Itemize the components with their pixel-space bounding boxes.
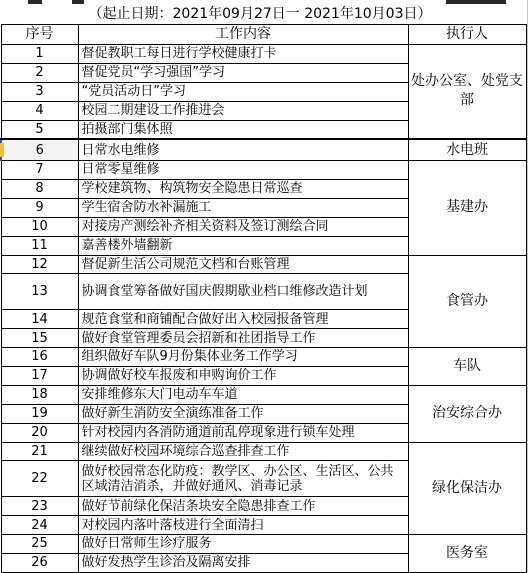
task-cell[interactable]: 日常水电维修 — [78, 139, 408, 161]
row-number-cell[interactable]: 13 — [1, 274, 78, 310]
task-cell[interactable]: “党员活动日”学习 — [78, 82, 408, 101]
task-cell[interactable]: 学校建筑物、构筑物安全隐患日常巡查 — [78, 179, 408, 198]
row-number-cell[interactable]: 6 — [1, 139, 78, 161]
sheet-gridline — [527, 0, 528, 573]
task-cell[interactable]: 督促教职工每日进行学校健康打卡 — [78, 44, 408, 63]
executor-cell[interactable]: 绿化保洁办 — [408, 442, 526, 534]
row-number-cell[interactable]: 9 — [1, 198, 78, 217]
row-number-cell[interactable]: 25 — [1, 534, 78, 553]
task-cell[interactable]: 对校园内落叶落枝进行全面清扫 — [78, 516, 408, 535]
task-cell[interactable]: 组织做好车队9月份集体业务工作学习 — [78, 347, 408, 366]
task-cell[interactable]: 日常零星维修 — [78, 161, 408, 180]
row-number-cell[interactable]: 17 — [1, 366, 78, 385]
selected-row-marker — [0, 143, 4, 157]
table-row — [1, 255, 526, 274]
task-cell[interactable]: 做好食堂管理委员会招新和社团指导工作 — [78, 329, 408, 348]
row-number-cell[interactable]: 23 — [1, 497, 78, 516]
row-number-cell[interactable]: 26 — [1, 553, 78, 572]
row-number-cell[interactable]: 20 — [1, 423, 78, 442]
task-cell[interactable]: 做好日常师生诊疗服务 — [78, 534, 408, 553]
task-cell[interactable]: 安排维修东大门电动车车道 — [78, 385, 408, 404]
table-row — [1, 385, 526, 404]
row-number-cell[interactable]: 14 — [1, 310, 78, 329]
table-row — [1, 161, 526, 180]
table-row — [1, 44, 526, 63]
task-cell[interactable]: 做好新生消防安全演练准备工作 — [78, 404, 408, 423]
task-cell[interactable]: 继续做好校园环境综合巡查排查工作 — [78, 442, 408, 461]
weekly-work-plan-table — [0, 24, 527, 573]
header-row — [1, 25, 526, 45]
executor-cell[interactable]: 医务室 — [408, 534, 526, 572]
executor-cell[interactable]: 基建办 — [408, 161, 526, 256]
table-row — [1, 139, 526, 161]
row-number-cell[interactable]: 7 — [1, 161, 78, 180]
executor-cell[interactable]: 治安综合办 — [408, 385, 526, 442]
table-row — [1, 347, 526, 366]
task-cell[interactable]: 学生宿舍防水补漏施工 — [78, 198, 408, 217]
row-number-cell[interactable]: 10 — [1, 217, 78, 236]
executor-cell[interactable]: 水电班 — [408, 139, 526, 161]
table-row — [1, 534, 526, 553]
header-executor[interactable]: 执行人 — [408, 25, 526, 45]
row-number-cell[interactable]: 21 — [1, 442, 78, 461]
task-cell[interactable]: 督促新生活公司规范文档和台账管理 — [78, 255, 408, 274]
row-number-cell[interactable]: 4 — [1, 101, 78, 120]
task-cell[interactable]: 做好发热学生诊治及隔离安排 — [78, 553, 408, 572]
row-number-cell[interactable]: 3 — [1, 82, 78, 101]
executor-cell[interactable]: 食管办 — [408, 255, 526, 347]
row-number-cell[interactable]: 22 — [1, 461, 78, 497]
date-range-subtitle: （起止日期：2021年09月27日一 2021年10月03日） — [88, 6, 432, 22]
table-row — [1, 442, 526, 461]
task-cell[interactable]: 协调做好校车报废和申购询价工作 — [78, 366, 408, 385]
task-cell[interactable]: 校园二期建设工作推进会 — [78, 101, 408, 120]
row-number-cell[interactable]: 24 — [1, 516, 78, 535]
executor-cell[interactable]: 车队 — [408, 347, 526, 385]
task-cell[interactable]: 拍摄部门集体照 — [78, 120, 408, 139]
row-number-cell[interactable]: 11 — [1, 236, 78, 255]
row-number-cell[interactable]: 5 — [1, 120, 78, 139]
task-cell[interactable]: 嘉善楼外墙翻新 — [78, 236, 408, 255]
task-cell[interactable]: 对接房产测绘补齐相关资料及签订测绘合同 — [78, 217, 408, 236]
task-cell[interactable]: 协调食堂筹备做好国庆假期歇业档口维修改造计划 — [78, 274, 408, 310]
task-cell[interactable]: 做好节前绿化保洁条块安全隐患排查工作 — [78, 497, 408, 516]
task-cell[interactable]: 做好校园常态化防疫：教学区、办公区、生活区、公共区域清洁消杀，并做好通风、消毒记录 — [78, 461, 408, 497]
row-number-cell[interactable]: 18 — [1, 385, 78, 404]
row-number-cell[interactable]: 19 — [1, 404, 78, 423]
task-cell[interactable]: 针对校园内各消防通道前乱停现象进行锁车处理 — [78, 423, 408, 442]
executor-cell[interactable]: 处办公室、处党支部 — [408, 44, 526, 139]
task-cell[interactable]: 规范食堂和商铺配合做好出入校园报备管理 — [78, 310, 408, 329]
row-number-cell[interactable]: 16 — [1, 347, 78, 366]
header-seq[interactable]: 序号 — [1, 25, 78, 45]
row-number-cell[interactable]: 1 — [1, 44, 78, 63]
row-number-cell[interactable]: 12 — [1, 255, 78, 274]
row-number-cell[interactable]: 8 — [1, 179, 78, 198]
header-content[interactable]: 工作内容 — [78, 25, 408, 45]
row-number-cell[interactable]: 2 — [1, 63, 78, 82]
row-number-cell[interactable]: 15 — [1, 329, 78, 348]
task-cell[interactable]: 督促党员“学习强国”学习 — [78, 63, 408, 82]
